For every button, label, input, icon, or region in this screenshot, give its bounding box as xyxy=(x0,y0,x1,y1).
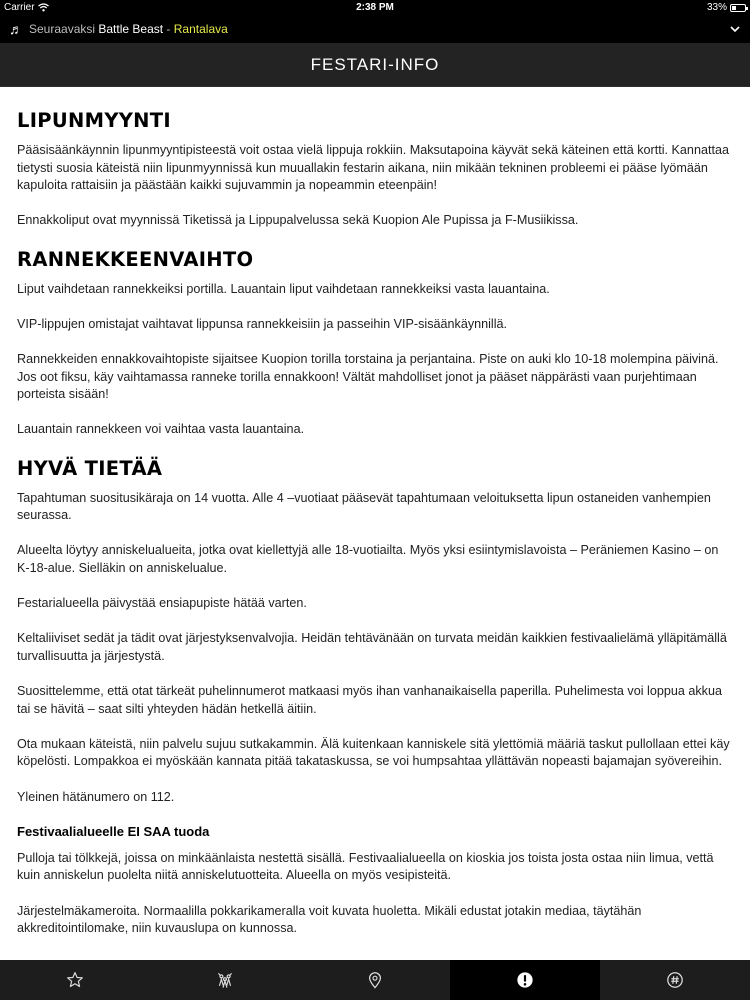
tab-artists[interactable] xyxy=(150,960,300,1000)
clock: 2:38 PM xyxy=(356,2,394,13)
info-content[interactable] xyxy=(0,87,750,960)
tab-map[interactable] xyxy=(300,960,450,1000)
tab-favorites[interactable] xyxy=(0,960,150,1000)
paragraph: Festarialueella päivystää ensiapupiste hätää varten. xyxy=(17,596,307,611)
battery-group xyxy=(707,0,746,15)
chevron-down-icon[interactable] xyxy=(730,24,740,34)
heading-lipunmyynti: LIPUNMYYNTI xyxy=(17,109,171,132)
subheading-ei-saa-tuoda: Festivaalialueelle EI SAA tuoda xyxy=(17,823,210,839)
crowd-icon xyxy=(216,971,234,989)
battery-percent: 33% xyxy=(706,2,727,13)
paragraph: Järjestelmäkameroita. Normaalilla pokkarikameralla voit kuvata huoletta. Mikäli edustat jotakin mediaa, täytähän akkreditointilomake, niin kuvauslupa on kunnossa. xyxy=(17,903,642,936)
heading-hyva-tietaa: HYVÄ TIETÄÄ xyxy=(17,456,163,480)
paragraph: Rannekkeiden ennakkovaihtopiste sijaitsee Kuopion torilla torstaina ja perjantaina. Piste on auki klo 10-18 molempina päivinä. Jos oot fiksu, käy vaihtamassa ranneke torilla ennakkoon! Vältät mahdolliset jonot ja pääset näppärästi vaan purjehtimaan porteista sisään! xyxy=(17,351,719,402)
heading-rannekkeenvaihto: RANNEKKEENVAIHTO xyxy=(17,247,254,271)
tab-info[interactable] xyxy=(450,960,600,1000)
page-title: FESTARI-INFO xyxy=(0,43,750,87)
now-playing-prefix: Seuraavaksi xyxy=(29,22,99,36)
paragraph: Alueelta löytyy anniskelualueita, jotka ovat kiellettyjä alle 18-vuotiailta. Myös yksi esiintymislavoista – Peräniemen Kasino – on K-18-alue. Sielläkin on anniskelualue. xyxy=(17,543,719,575)
paragraph: Ota mukaan käteistä, niin palvelu sujuu sutkakammin. Älä kuitenkaan kanniskele sitä ylettömiä määriä taskut pullollaan ettei käy köpelösti. Lompakkoa ei myöskään kannata pitää takataskussa, se voi humpsahtaa yllättävän nopeasti bajamajan syövereihin. xyxy=(17,736,730,769)
map-pin-icon xyxy=(366,971,384,989)
paragraph: Liput vaihdetaan rannekkeiksi portilla. Lauantain liput vaihdetaan rannekkeiksi vasta lauantaina. xyxy=(17,281,550,296)
tab-bar xyxy=(0,960,750,1000)
paragraph: Ennakkoliput ovat myynnissä Tiketissä ja Lippupalvelussa sekä Kuopion Ale Pupissa ja F-Musiikissa. xyxy=(17,213,579,228)
paragraph: VIP-lippujen omistajat vaihtavat lippunsa rannekkeisiin ja passeihin VIP-sisäänkäynnillä. xyxy=(17,316,508,331)
now-playing-text xyxy=(29,15,228,43)
paragraph: Pääsisäänkäynnin lipunmyyntipisteestä voit ostaa vielä lippuja rokkiin. Maksutapoina käyvät sekä käteinen että kortti. Kannattaa tietysti suosia käteistä niin lipunmyynnissä kun muuallakin festarin aikana, niin mikään tekninen probleemi ei pääse lyömään kapuloita rattaisiin ja päästään kaikki sujuvammin ja nopeammin eteenpäin! xyxy=(17,143,729,193)
paragraph: Tapahtuman suositusikäraja on 14 vuotta. Alle 4 –vuotiaat pääsevät tapahtumaan veloituksetta lipun ostaneiden vanhempien seurassa. xyxy=(17,490,711,523)
now-playing-stage: Rantalava xyxy=(173,22,228,36)
paragraph: Keltaliiviset sedät ja tädit ovat järjestyksenvalvojia. Heidän tehtävänään on turvata meidän kaikkien festivaalielämä ylläpitämällä turvallisuutta ja järjestystä. xyxy=(17,631,727,663)
music-note-icon: ♬ xyxy=(9,21,23,37)
hashtag-icon xyxy=(666,971,684,989)
paragraph: Suosittelemme, että otat tärkeät puhelinnumerot matkaasi myös ihan vanhanaikaisella paperilla. Puhelimesta voi loppua akkua tai se hävitä – saat silti yhteyden hädän hetkellä äitiin. xyxy=(17,684,722,716)
info-icon xyxy=(516,971,534,989)
carrier-label: Carrier xyxy=(4,2,35,13)
now-playing-separator: - xyxy=(163,22,174,36)
battery-fill xyxy=(732,6,736,10)
tab-social[interactable] xyxy=(600,960,750,1000)
paragraph: Lauantain rannekkeen voi vaihtaa vasta lauantaina. xyxy=(17,422,305,437)
star-icon xyxy=(66,971,84,989)
status-bar xyxy=(0,0,750,15)
paragraph: Pulloja tai tölkkejä, joissa on minkäänlaista nestettä sisällä. Festivaalialueella on kioskia jos toista josta ostaa niin limua, vettä kuin anniskelun puolelta niitä anniskelutuotteita. Alueella on myös vesipisteitä. xyxy=(17,850,714,883)
paragraph: Yleinen hätänumero on 112. xyxy=(17,789,175,804)
battery-icon xyxy=(730,4,746,12)
now-playing-artist: Battle Beast xyxy=(98,22,164,36)
now-playing-banner[interactable] xyxy=(0,15,750,43)
